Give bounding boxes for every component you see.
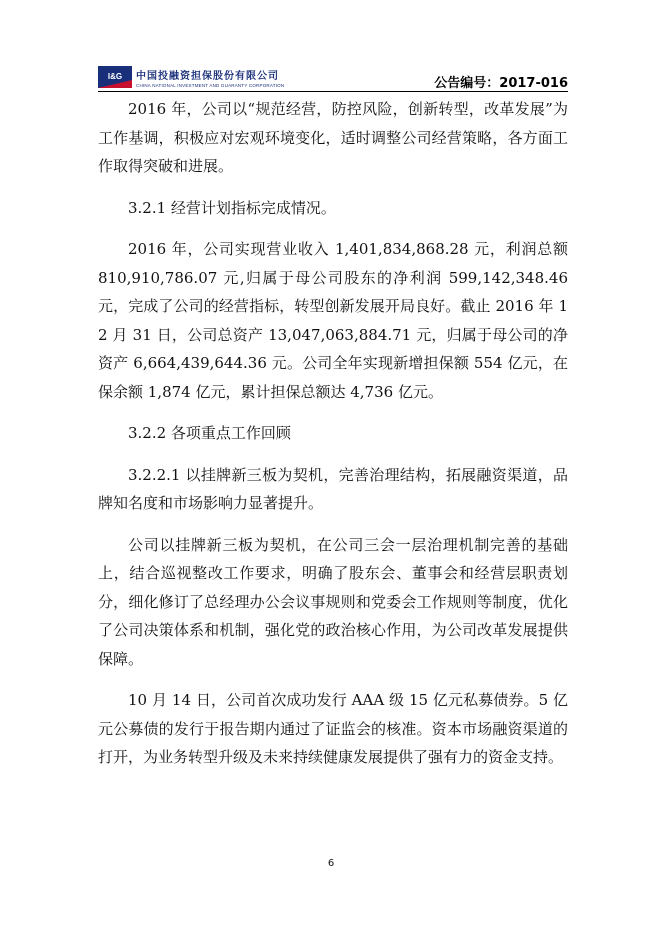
company-logo (98, 66, 132, 88)
paragraph-intro: 2016 年，公司以“规范经营，防控风险，创新转型，改革发展”为工作基调，积极应对宏观环境变化，适时调整公司经营策略，各方面工作取得突破和进展。 (98, 100, 568, 175)
company-name-cn: 中国投融资担保股份有限公司 (136, 71, 279, 82)
section-heading-3-2-1: 3.2.1 经营计划指标完成情况。 (128, 198, 336, 217)
logo-text: I&G (107, 72, 123, 81)
section-heading-3-2-2: 3.2.2 各项重点工作回顾 (128, 424, 291, 442)
paragraph-governance: 公司以挂牌新三板为契机，在公司三会一层治理机制完善的基础上，结合巡视整改工作要求，明确了股东会、董事会和经营层职责划分，细化修订了总经理办公会议事规则和党委会工作规则等制度，优化了公司决策体系和机制，强化党的政治核心作用，为公司改革发展提供保障。 (98, 535, 568, 668)
header-rule (98, 91, 568, 92)
section-heading-3-2-2-1: 3.2.2.1 以挂牌新三板为契机，完善治理结构，拓展融资渠道，品牌知名度和市场影响力显著提升。 (98, 465, 568, 512)
page-number: 6 (327, 858, 335, 869)
paragraph-financials: 2016 年，公司实现营业收入 1,401,834,868.28 元，利润总额 810,910,786.07 元,归属于母公司股东的净利润 599,142,348.46 元，完成了公司的经营指标，转型创新发展开局良好。截止 2016 年 12 月 31 日，公司总资产 13,047,063,884.71 元，归属于母公司的净资产 6,664,439,644.36 元。公司全年实现新增担保额 554 亿元，在保余额 1,874 亿元，累计担保总额达 4,736 亿元。 (98, 240, 568, 401)
paragraph-bonds: 10 月 14 日，公司首次成功发行 AAA 级 15 亿元私募债券。5 亿元公募债的发行于报告期内通过了证监会的核准。资本市场融资渠道的打开，为业务转型升级及未来持续健康发展提供了强有力的资金支持。 (98, 691, 568, 766)
notice-number: 公告编号：2017-016 (434, 76, 568, 91)
company-name-block (136, 67, 284, 88)
document-body (98, 95, 568, 785)
page-header (98, 66, 568, 90)
company-name-en: CHINA NATIONAL INVESTMENT AND GUARANTY CORPORATION (136, 83, 285, 88)
